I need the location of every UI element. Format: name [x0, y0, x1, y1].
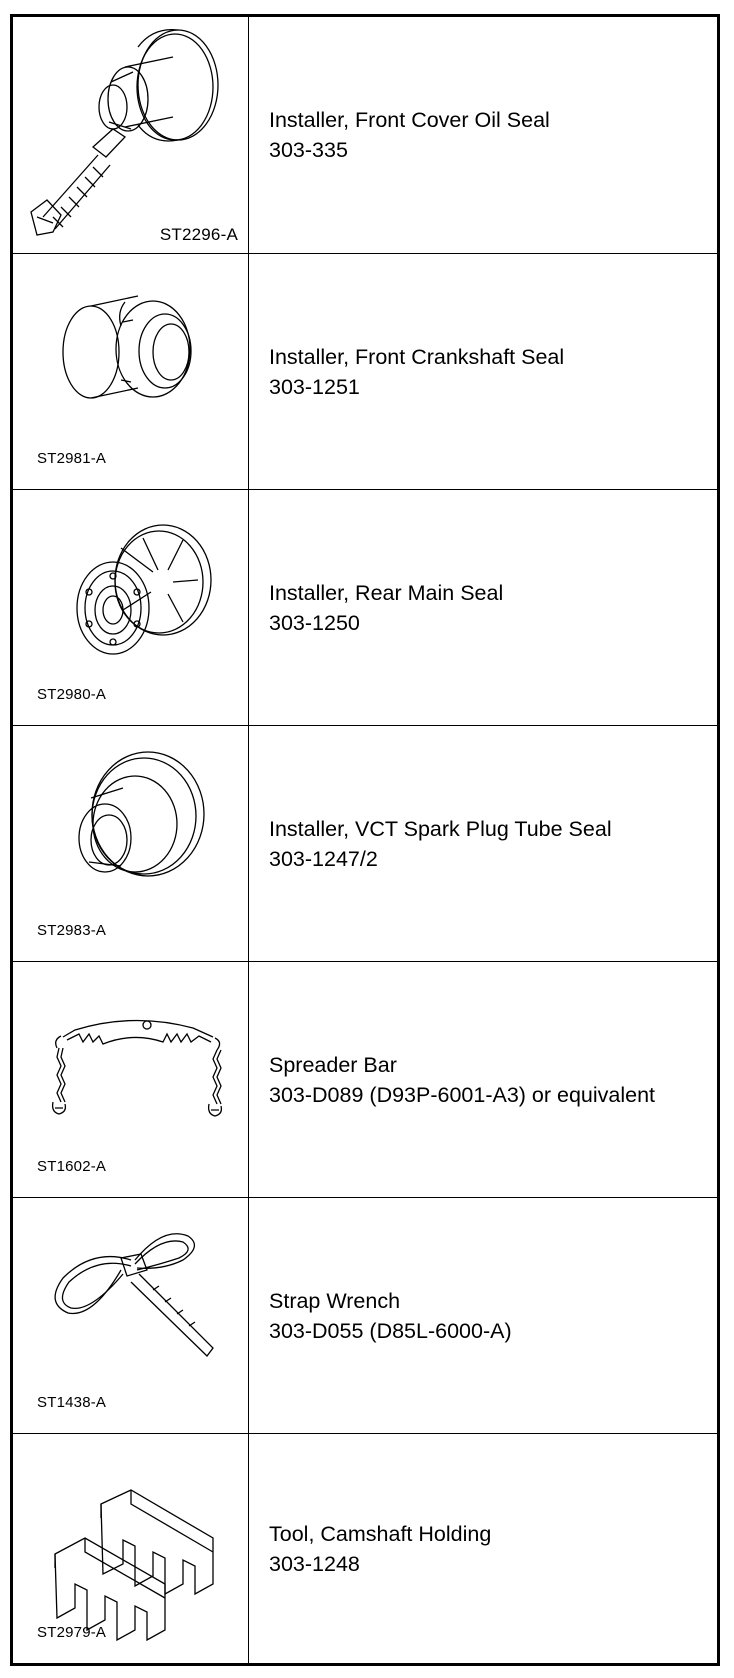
tool-row	[13, 253, 717, 489]
tool-code: ST2979-A	[37, 1624, 107, 1641]
tool-illustration-cell	[13, 490, 249, 725]
seal-installer-bolt-icon	[13, 17, 249, 253]
tool-row	[13, 1433, 717, 1663]
tool-description	[269, 726, 709, 961]
tool-name: Installer, Rear Main Seal	[269, 580, 504, 605]
tool-row	[13, 725, 717, 961]
tool-number: 303-1248	[269, 1551, 360, 1576]
tool-number: 303-1250	[269, 610, 360, 635]
tool-name: Spreader Bar	[269, 1052, 397, 1077]
tool-name: Installer, Front Cover Oil Seal	[269, 108, 550, 132]
tool-row	[13, 17, 717, 253]
tool-number: 303-1247/2	[269, 846, 378, 871]
tool-number: 303-D089 (D93P-6001-A3) or equivalent	[269, 1082, 656, 1107]
tool-row	[13, 961, 717, 1197]
tool-row	[13, 489, 717, 725]
tool-code: ST2983-A	[37, 922, 107, 939]
tool-name: Strap Wrench	[269, 1288, 401, 1313]
tool-code: ST1438-A	[37, 1394, 107, 1411]
tool-description	[269, 962, 709, 1197]
tool-illustration-cell	[13, 17, 249, 253]
tool-illustration-cell	[13, 962, 249, 1197]
tool-code: ST2981-A	[37, 450, 107, 467]
tool-row	[13, 1197, 717, 1433]
tool-illustration-cell	[13, 726, 249, 961]
tool-code: ST2296-A	[159, 225, 238, 244]
tool-description	[269, 254, 709, 489]
tool-illustration-cell	[13, 1434, 249, 1663]
special-tools-table	[10, 14, 720, 1666]
tool-number: 303-D055 (D85L-6000-A)	[269, 1318, 512, 1343]
tool-illustration-cell	[13, 254, 249, 489]
tool-name: Installer, Front Crankshaft Seal	[269, 344, 565, 369]
tool-code: ST1602-A	[37, 1158, 107, 1175]
tool-number: 303-335	[269, 138, 348, 162]
tool-description	[269, 490, 709, 725]
tool-code: ST2980-A	[37, 686, 107, 703]
tool-description	[269, 1198, 709, 1433]
tool-number: 303-1251	[269, 374, 360, 399]
tool-description	[269, 17, 709, 253]
tool-illustration-cell	[13, 1198, 249, 1433]
tool-name: Installer, VCT Spark Plug Tube Seal	[269, 816, 612, 841]
tool-description	[269, 1434, 709, 1663]
tool-name: Tool, Camshaft Holding	[269, 1521, 492, 1546]
